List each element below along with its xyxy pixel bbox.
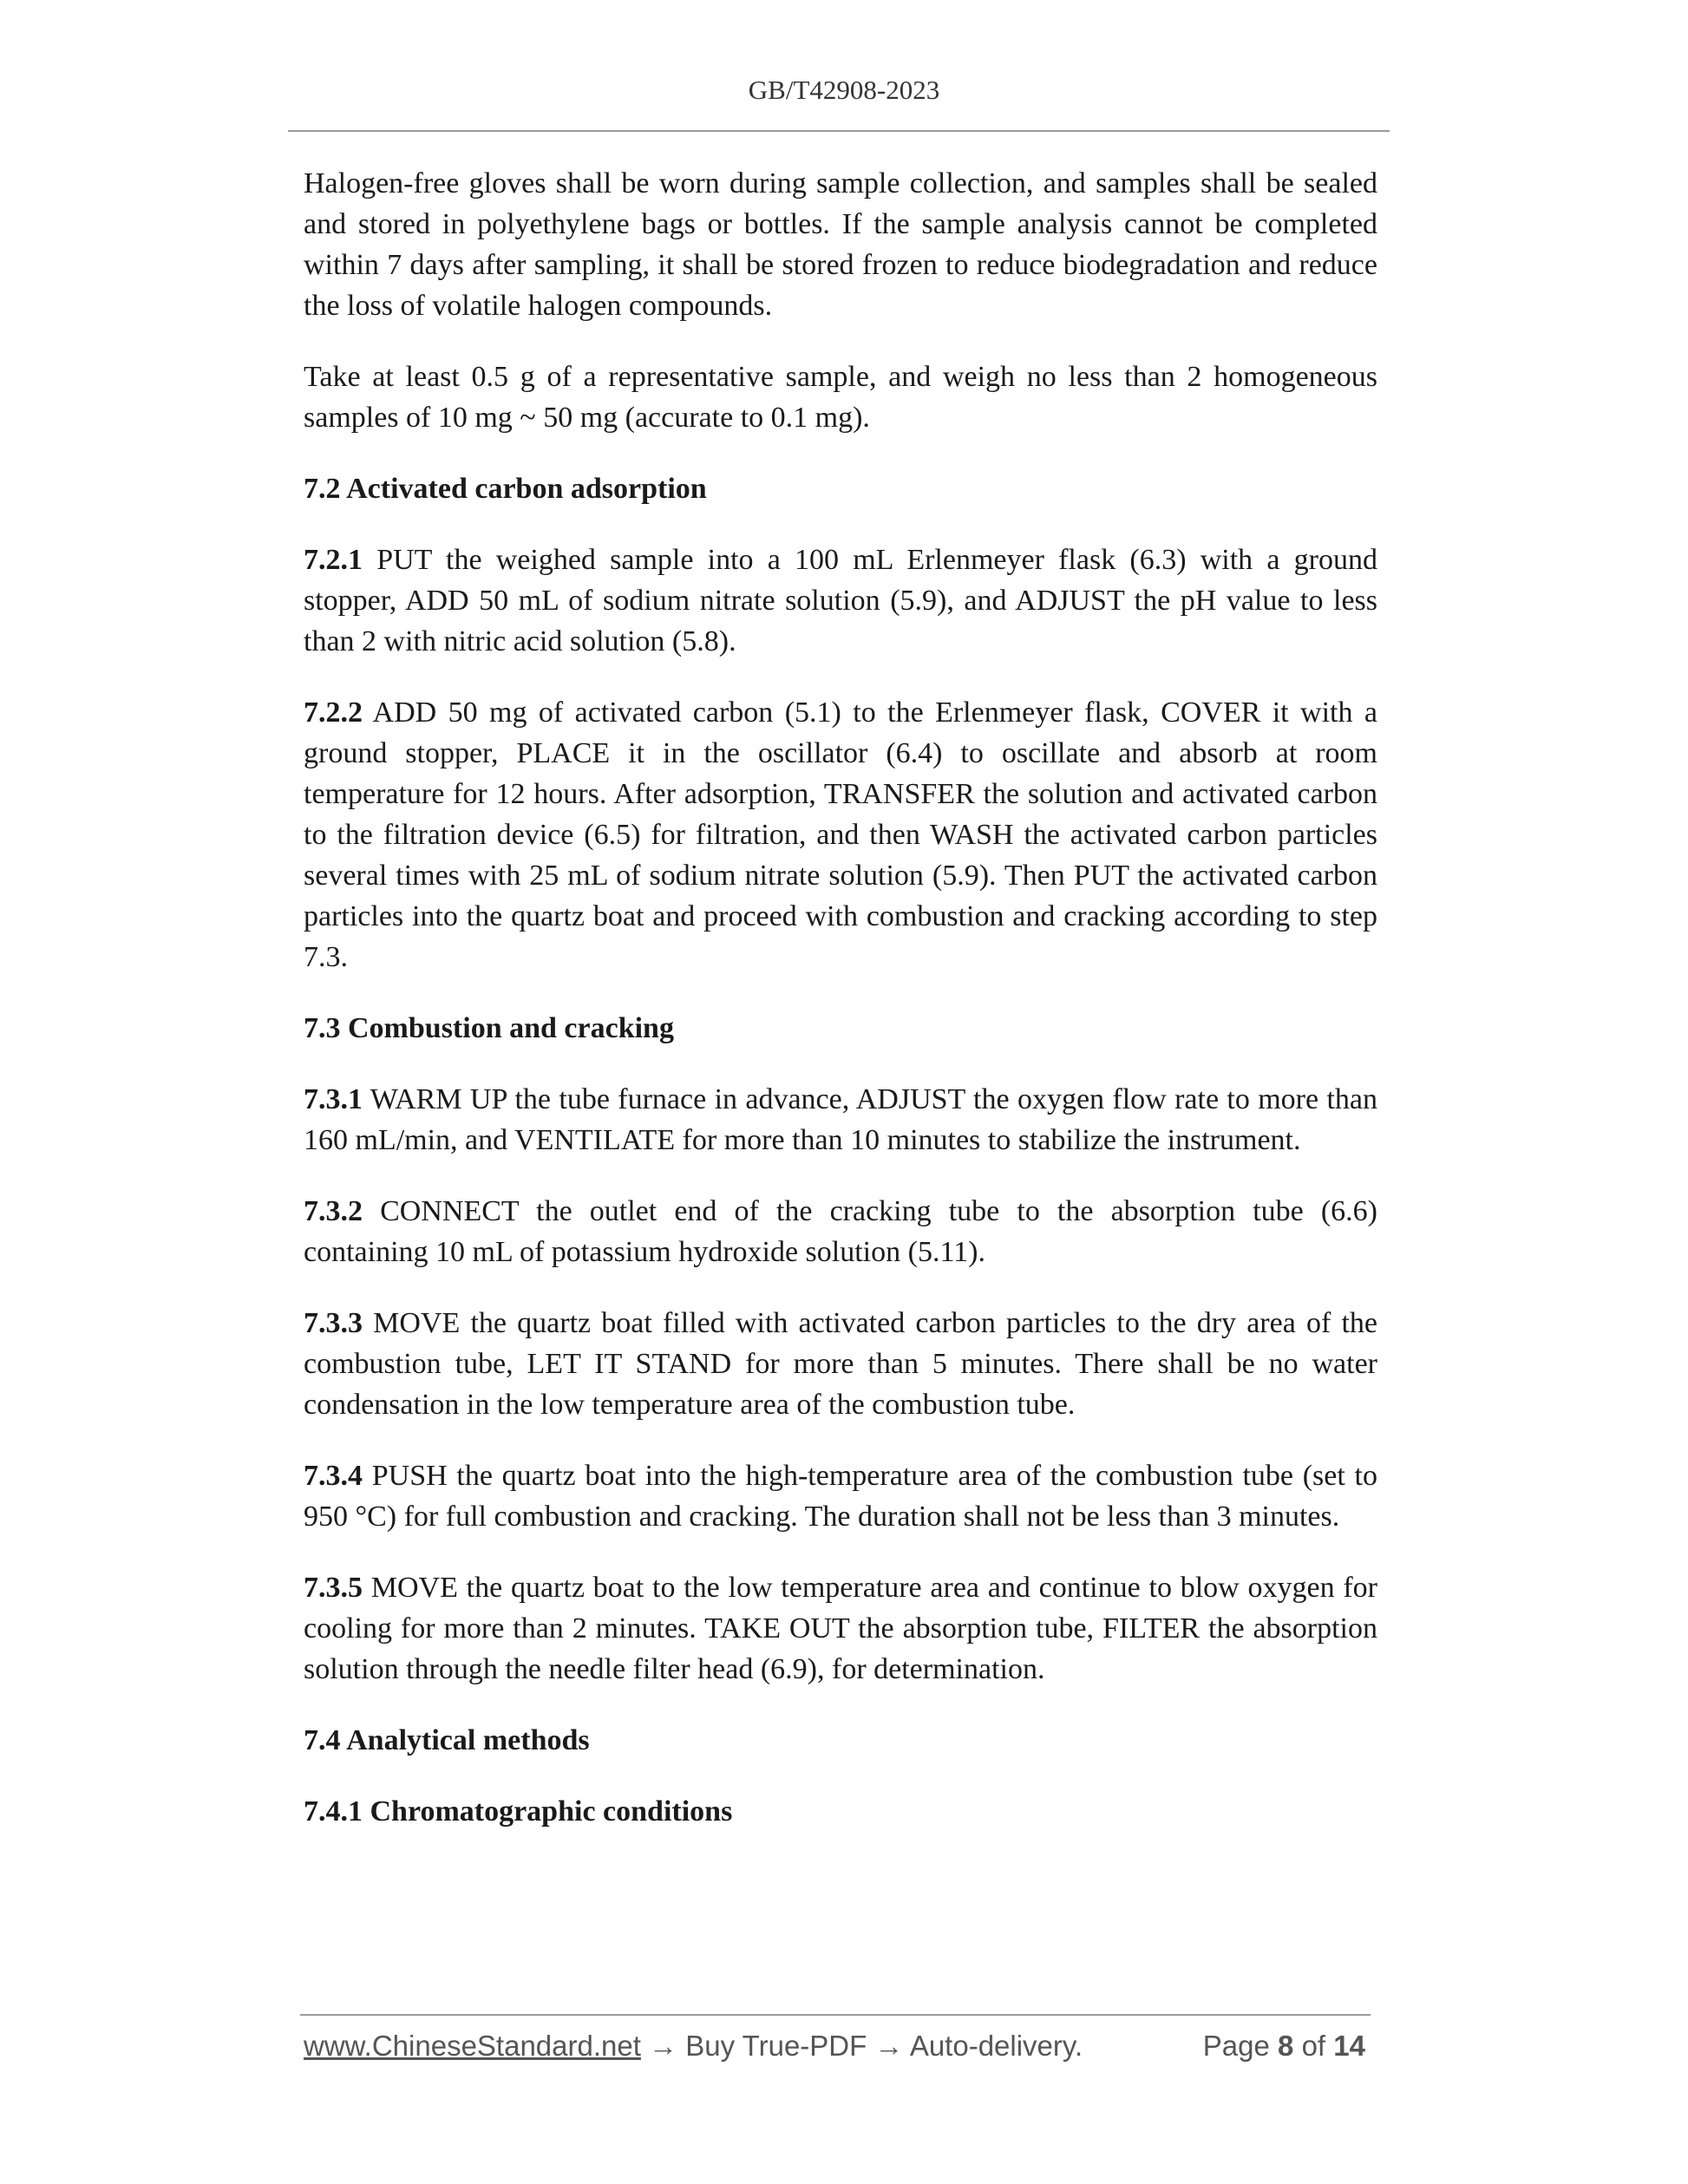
clause-7-3-5: [304, 1567, 1377, 1690]
page-current: 8: [1278, 2030, 1294, 2062]
clause-text: CONNECT the outlet end of the cracking tube to the absorption tube (6.6) containing 10 mL of potassium hydroxide solution (5.11).: [304, 1195, 1377, 1268]
clause-text: PUSH the quartz boat into the high-temperature area of the combustion tube (set to 950 °C) for full combustion and cracking. The duration shall not be less than 3 minutes.: [304, 1460, 1377, 1533]
paragraph-text: Halogen-free gloves shall be worn during sample collection, and samples shall be sealed and stored in polyethylene bags or bottles. If the sample analysis cannot be completed within 7 days after sampling, it shall be stored frozen to reduce biodegradation and reduce the loss of volatile halogen compounds.: [304, 167, 1377, 322]
heading-text: 7.2 Activated carbon adsorption: [304, 473, 707, 505]
section-heading-7-4-1: [304, 1791, 1377, 1832]
clause-7-2-1: [304, 539, 1377, 662]
section-heading-7-2: [304, 468, 1377, 509]
paragraph-text: Take at least 0.5 g of a representative sample, and weigh no less than 2 homogeneous samples of 10 mg ~ 50 mg (accurate to 0.1 mg).: [304, 361, 1377, 434]
page-number: [1203, 2030, 1365, 2063]
clause-number: 7.3.1: [304, 1083, 363, 1115]
clause-text: MOVE the quartz boat filled with activated carbon particles to the dry area of the combustion tube, LET IT STAND for more than 5 minutes. There shall be no water condensation in the low temperature area of the combustion tube.: [304, 1307, 1377, 1421]
clause-text: MOVE the quartz boat to the low temperature area and continue to blow oxygen for cooling for more than 2 minutes. TAKE OUT the absorption tube, FILTER the absorption solution through the needle filter head (6.9), for determination.: [304, 1572, 1377, 1685]
document-header: [0, 75, 1688, 106]
clause-number: 7.3.3: [304, 1307, 363, 1339]
heading-text: 7.4 Analytical methods: [304, 1724, 590, 1756]
clause-text: WARM UP the tube furnace in advance, ADJUST the oxygen flow rate to more than 160 mL/min, and VENTILATE for more than 10 minutes to stabilize the instrument.: [304, 1083, 1377, 1156]
clause-7-3-2: [304, 1191, 1377, 1272]
clause-number: 7.2.2: [304, 696, 363, 729]
header-divider: [288, 130, 1390, 132]
clause-text: PUT the weighed sample into a 100 mL Erlenmeyer flask (6.3) with a ground stopper, ADD 50 mL of sodium nitrate solution (5.9), and ADJUST the pH value to less than 2 with nitric acid solution (5.8).: [304, 544, 1377, 657]
section-heading-7-4: [304, 1720, 1377, 1761]
clause-7-2-2: [304, 692, 1377, 978]
clause-number: 7.3.5: [304, 1572, 363, 1604]
paragraph-sample-weighing: [304, 356, 1377, 438]
clause-text: ADD 50 mg of activated carbon (5.1) to the Erlenmeyer flask, COVER it with a ground stopper, PLACE it in the oscillator (6.4) to oscillate and absorb at room temperature for 12 hours. After adsorption, TRANSFER the solution and activated carbon to the filtration device (6.5) for filtration, and then WASH the activated carbon particles several times with 25 mL of sodium nitrate solution (5.9). Then PUT the activated carbon particles into the quartz boat and proceed with combustion and cracking according to step 7.3.: [304, 696, 1377, 973]
clause-number: 7.3.2: [304, 1195, 363, 1227]
clause-7-3-1: [304, 1079, 1377, 1161]
document-id: GB/T42908-2023: [748, 75, 940, 105]
paragraph-sample-storage: [304, 163, 1377, 326]
heading-text: 7.3 Combustion and cracking: [304, 1012, 674, 1044]
page-label: Page: [1202, 2030, 1270, 2062]
footer-divider: [300, 2014, 1371, 2016]
document-body: [304, 163, 1377, 1862]
heading-text: 7.4.1 Chromatographic conditions: [304, 1795, 733, 1828]
footer-promo: [304, 2030, 1083, 2063]
clause-7-3-4: [304, 1455, 1377, 1537]
section-heading-7-3: [304, 1008, 1377, 1049]
clause-number: 7.2.1: [304, 544, 363, 576]
clause-7-3-3: [304, 1303, 1377, 1425]
clause-number: 7.3.4: [304, 1460, 363, 1492]
page-of: of: [1301, 2030, 1326, 2062]
footer-tagline: → Buy True-PDF → Auto-delivery.: [640, 2030, 1083, 2062]
site-link[interactable]: www.ChineseStandard.net: [304, 2030, 641, 2062]
page-total: 14: [1333, 2030, 1365, 2062]
